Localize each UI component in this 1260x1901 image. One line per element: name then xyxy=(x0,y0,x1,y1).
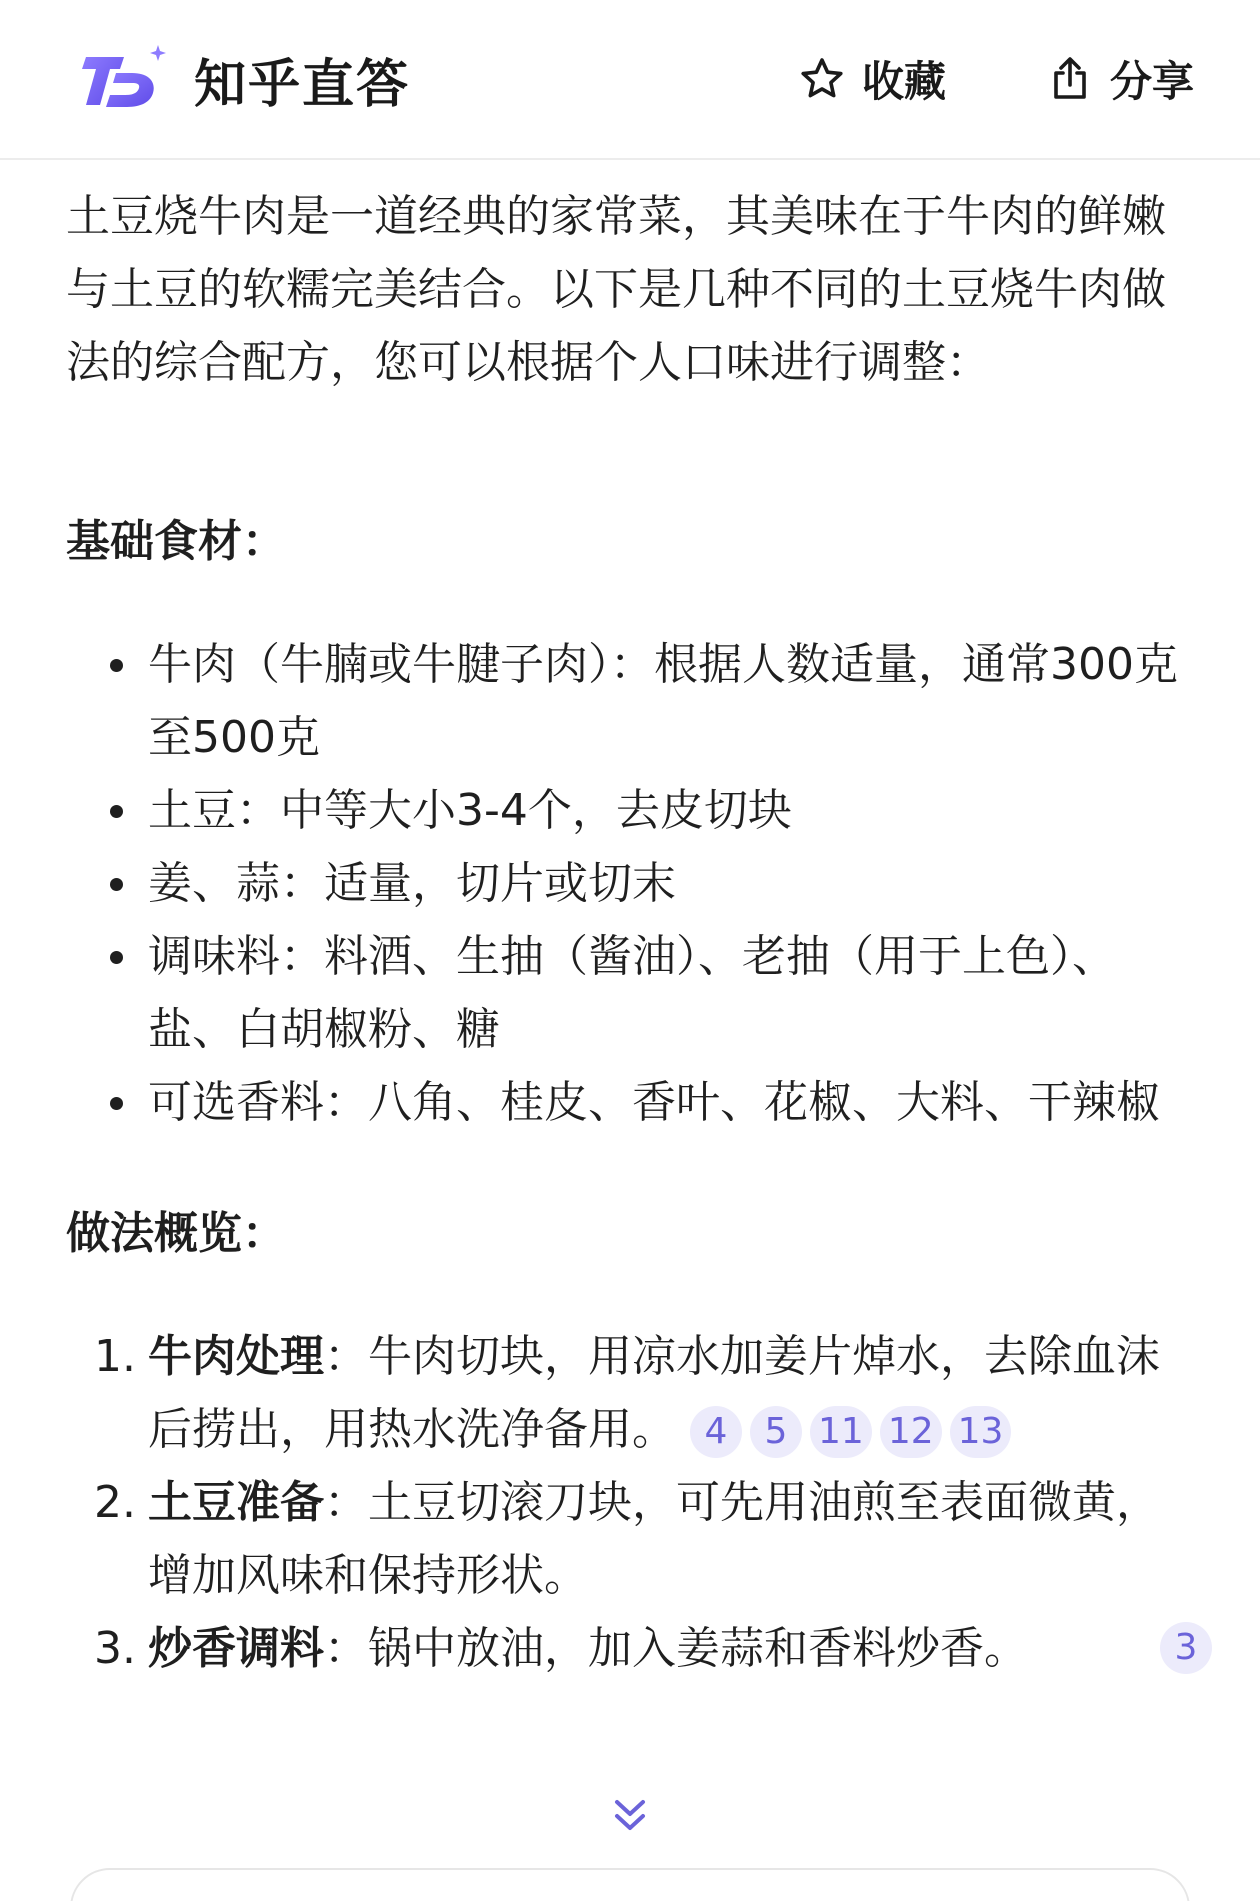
brand-name: 知乎直答 xyxy=(194,54,411,115)
step-number: 1. xyxy=(94,1331,136,1382)
citation-badge[interactable]: 3 xyxy=(1160,1622,1212,1674)
step-separator: ： xyxy=(324,1623,368,1674)
citation-badge[interactable]: 5 xyxy=(750,1406,802,1458)
share-button[interactable] xyxy=(1046,49,1194,109)
list-item: 可选香料：八角、桂皮、香叶、花椒、大料、干辣椒 xyxy=(66,1066,1196,1139)
intro-paragraph: 土豆烧牛肉是一道经典的家常菜，其美味在于牛肉的鲜嫩与土豆的软糯完美结合。以下是几种不同的土豆烧牛肉做法的综合配方，您可以根据个人口味进行调整： xyxy=(66,191,1166,388)
step-item xyxy=(66,1612,1196,1685)
step-text: 锅中放油，加入姜蒜和香料炒香。 xyxy=(368,1623,1028,1674)
expand-chevron-icon[interactable] xyxy=(605,1790,655,1840)
step-item xyxy=(66,1320,1196,1466)
ingredients-list xyxy=(66,628,1196,1139)
step-item xyxy=(66,1466,1196,1612)
method-title: 做法概览： xyxy=(66,1208,286,1259)
favorite-button[interactable] xyxy=(798,49,946,109)
top-bar xyxy=(0,0,1260,160)
step-separator: ： xyxy=(324,1477,368,1528)
citation-badge[interactable]: 12 xyxy=(880,1406,942,1458)
step-text: 牛肉切块，用凉水加姜片焯水，去除血沫后捞出，用热水洗净备用。 xyxy=(148,1331,1160,1455)
citation-badge[interactable]: 11 xyxy=(810,1406,872,1458)
share-label: 分享 xyxy=(1109,57,1194,106)
share-icon xyxy=(1046,55,1094,103)
step-name: 牛肉处理 xyxy=(148,1331,324,1382)
step-number: 3. xyxy=(94,1623,136,1674)
list-item: 牛肉（牛腩或牛腱子肉）：根据人数适量，通常300克至500克 xyxy=(66,628,1196,774)
brand[interactable] xyxy=(80,42,410,117)
citation-badge[interactable]: 4 xyxy=(690,1406,742,1458)
step-number: 2. xyxy=(94,1477,136,1528)
step-separator: ： xyxy=(324,1331,368,1382)
bottom-input-card[interactable] xyxy=(70,1868,1190,1901)
list-item: 土豆：中等大小3-4个，去皮切块 xyxy=(66,774,1196,847)
citation-badge[interactable]: 13 xyxy=(950,1406,1012,1458)
favorite-label: 收藏 xyxy=(861,57,946,106)
citation-group xyxy=(690,1406,1011,1458)
ingredients-title: 基础食材： xyxy=(66,516,286,567)
method-steps xyxy=(66,1320,1196,1685)
step-text: 土豆切滚刀块，可先用油煎至表面微黄，增加风味和保持形状。 xyxy=(148,1477,1160,1601)
answer-content xyxy=(66,180,1196,1685)
list-item: 姜、蒜：适量，切片或切末 xyxy=(66,847,1196,920)
step-name: 土豆准备 xyxy=(148,1477,324,1528)
list-item: 调味料：料酒、生抽（酱油）、老抽（用于上色）、盐、白胡椒粉、糖 xyxy=(66,920,1196,1066)
step-name: 炒香调料 xyxy=(148,1623,324,1674)
header-actions xyxy=(798,49,1194,109)
zhihu-zhida-logo-icon xyxy=(80,43,166,115)
star-icon xyxy=(798,55,846,103)
